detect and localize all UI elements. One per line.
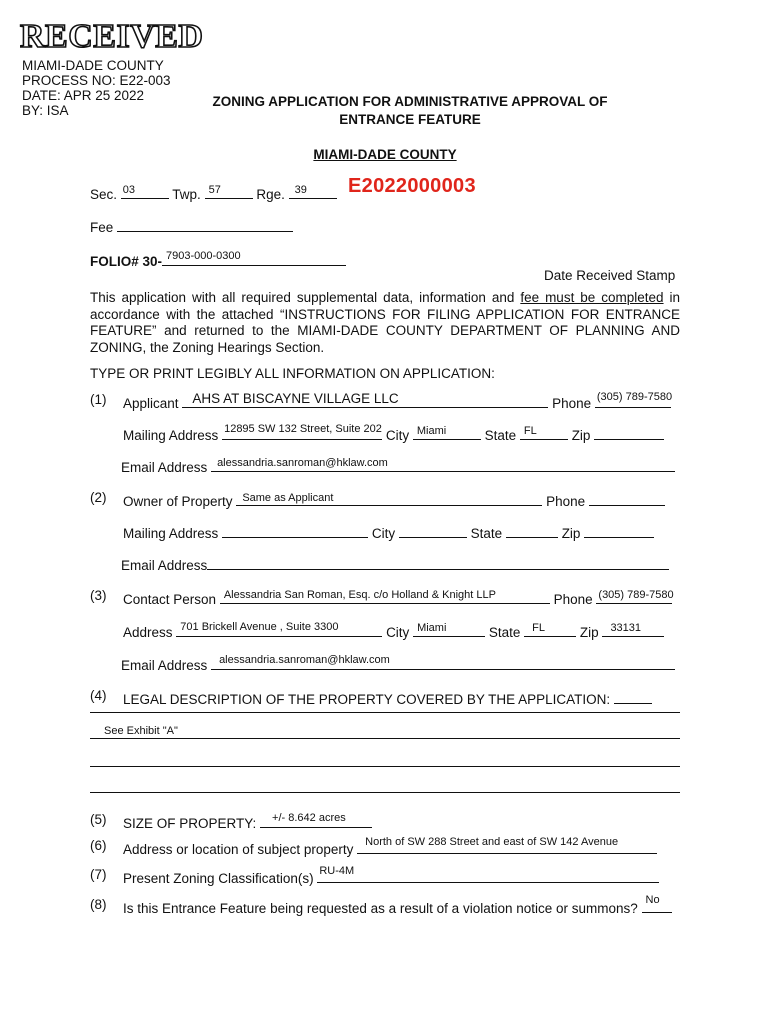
received-stamp: RECEIVED <box>20 18 204 55</box>
applicant-email-value: alessandria.sanroman@hklaw.com <box>217 457 388 469</box>
contact-state-value: FL <box>532 622 545 634</box>
owner-mailing-row <box>123 522 654 541</box>
item-number-6: (6) <box>90 838 107 853</box>
contact-address-field[interactable] <box>176 621 382 637</box>
contact-zip-label: Zip <box>579 625 599 640</box>
owner-name-value: Same as Applicant <box>242 492 334 504</box>
contact-address-label: Address <box>123 625 173 640</box>
stamp-line-by: BY: ISA <box>22 103 69 118</box>
contact-state-label: State <box>488 625 521 640</box>
stamp-line-process: PROCESS NO: E22-003 <box>22 73 171 88</box>
folio-field[interactable] <box>162 250 346 266</box>
contact-row <box>123 588 672 607</box>
contact-phone-value: (305) 789-7580 <box>598 589 674 601</box>
size-of-property-label: SIZE OF PROPERTY: <box>123 816 257 831</box>
applicant-row <box>123 392 671 411</box>
stamp-line-date: DATE: APR 25 2022 <box>22 88 145 103</box>
owner-phone-label: Phone <box>546 494 586 509</box>
applicant-mailing-value: 12895 SW 132 Street, Suite 202 <box>224 423 382 435</box>
contact-name-field[interactable] <box>220 588 550 604</box>
form-title-line2: ENTRANCE FEATURE <box>339 112 481 127</box>
twp-field[interactable] <box>205 183 253 199</box>
item-number-7: (7) <box>90 867 107 882</box>
contact-city-field[interactable] <box>413 621 485 637</box>
fee-requirement-underlined: fee must be completed <box>520 290 664 305</box>
folio-row <box>90 250 346 269</box>
legal-description-line-1[interactable] <box>90 712 680 713</box>
zoning-value: RU-4M <box>319 865 355 877</box>
twp-label: Twp. <box>172 187 201 202</box>
section-township-range <box>90 183 337 202</box>
size-of-property-field[interactable] <box>260 812 372 828</box>
violation-field[interactable] <box>642 894 672 913</box>
size-of-property-row <box>123 812 372 831</box>
owner-email-row <box>121 554 669 573</box>
sec-value: 03 <box>122 184 136 196</box>
contact-label: Contact Person <box>123 592 217 607</box>
applicant-mailing-row <box>123 424 664 443</box>
contact-phone-label: Phone <box>553 592 593 607</box>
applicant-zip-field[interactable] <box>594 424 664 440</box>
folio-value: 7903-000-0300 <box>166 250 241 262</box>
applicant-label: Applicant <box>123 396 179 411</box>
twp-value: 57 <box>208 184 221 196</box>
legal-description-line-3[interactable] <box>90 766 680 767</box>
violation-row <box>123 894 672 916</box>
contact-city-label: City <box>386 625 410 640</box>
contact-phone-field[interactable] <box>596 588 672 604</box>
legal-description-line-2[interactable] <box>90 725 680 739</box>
contact-email-row <box>121 654 675 673</box>
owner-name-field[interactable] <box>236 490 542 506</box>
applicant-state-field[interactable] <box>520 424 568 440</box>
contact-state-field[interactable] <box>524 621 576 637</box>
location-row <box>123 838 657 857</box>
form-title-line1: ZONING APPLICATION FOR ADMINISTRATIVE APPROVAL OF <box>212 94 608 109</box>
zoning-field[interactable] <box>317 867 659 883</box>
owner-zip-field[interactable] <box>584 522 654 538</box>
fee-label: Fee <box>90 220 114 235</box>
sec-label: Sec. <box>90 187 118 202</box>
stamp-line-county: MIAMI-DADE COUNTY <box>22 58 164 73</box>
violation-label: Is this Entrance Feature being requested as a result of a violation notice or summons? <box>123 901 638 916</box>
rge-field[interactable] <box>289 183 337 199</box>
size-of-property-value: +/- 8.642 acres <box>272 812 346 824</box>
type-or-print-instruction: TYPE OR PRINT LEGIBLY ALL INFORMATION ON APPLICATION: <box>90 366 495 381</box>
contact-zip-value: 33131 <box>610 622 642 634</box>
owner-email-field[interactable] <box>207 554 669 570</box>
sec-field[interactable] <box>121 183 169 199</box>
applicant-state-value: FL <box>523 425 537 437</box>
owner-city-field[interactable] <box>399 522 467 538</box>
fee-field[interactable] <box>117 216 293 232</box>
legal-description-value: See Exhibit "A" <box>104 725 178 737</box>
stamp-details <box>22 58 171 118</box>
item-number-4: (4) <box>90 688 107 703</box>
rge-value: 39 <box>294 184 307 196</box>
contact-name-value: Alessandria San Roman, Esq. c/o Holland & Knight LLP <box>223 589 496 601</box>
contact-email-label: Email Address <box>121 658 208 673</box>
date-received-stamp-label: Date Received Stamp <box>544 268 676 283</box>
applicant-mailing-label: Mailing Address <box>123 428 219 443</box>
owner-email-label: Email Address <box>121 558 208 573</box>
contact-email-field[interactable] <box>211 654 675 670</box>
owner-state-label: State <box>470 526 503 541</box>
applicant-city-field[interactable] <box>413 424 481 440</box>
folio-label: FOLIO# 30- <box>90 254 163 269</box>
contact-address-value: 701 Brickell Avenue , Suite 3300 <box>180 621 339 633</box>
item-number-3: (3) <box>90 588 107 603</box>
fee-row <box>90 216 293 235</box>
owner-label: Owner of Property <box>123 494 233 509</box>
applicant-mailing-field[interactable] <box>222 424 382 440</box>
owner-city-label: City <box>371 526 396 541</box>
applicant-email-label: Email Address <box>121 460 208 475</box>
item-number-2: (2) <box>90 490 107 505</box>
owner-state-field[interactable] <box>506 522 558 538</box>
applicant-phone-value: (305) 789-7580 <box>596 391 673 403</box>
applicant-phone-label: Phone <box>552 396 592 411</box>
applicant-email-row <box>121 456 675 475</box>
form-title <box>170 93 650 129</box>
owner-row <box>123 490 665 509</box>
instructions-paragraph: This application with all required supplemental data, information and fee must be completed in accordance with the attached “INSTRUCTIONS FOR FILING APPLICATION FOR ENTRANCE FEATURE” and returned to the MIAMI-DADE COUNTY DEPARTMENT OF PLANNING AND ZONING, the Zoning Hearings Section. <box>90 290 681 355</box>
item-number-8: (8) <box>90 897 107 912</box>
location-field[interactable] <box>357 838 657 854</box>
legal-description-line-4[interactable] <box>90 792 680 793</box>
applicant-name-value: AHS AT BISCAYNE VILLAGE LLC <box>192 391 399 406</box>
applicant-name-field[interactable] <box>182 392 548 408</box>
county-heading: MIAMI-DADE COUNTY <box>313 147 457 162</box>
applicant-phone-field[interactable] <box>595 392 671 408</box>
location-value: North of SW 288 Street and east of SW 142 Avenue <box>365 836 619 848</box>
legal-description-short-field[interactable] <box>614 688 652 704</box>
violation-value: No <box>645 894 660 906</box>
rge-label: Rge. <box>256 187 285 202</box>
owner-mailing-label: Mailing Address <box>123 526 219 541</box>
owner-zip-label: Zip <box>561 526 581 541</box>
applicant-city-value: Miami <box>416 425 447 437</box>
item-number-1: (1) <box>90 392 107 407</box>
location-label: Address or location of subject property <box>123 842 354 857</box>
case-number: E2022000003 <box>348 175 476 197</box>
contact-email-value: alessandria.sanroman@hklaw.com <box>219 654 390 666</box>
applicant-state-label: State <box>484 428 517 443</box>
contact-zip-field[interactable] <box>602 621 664 637</box>
applicant-zip-label: Zip <box>571 428 591 443</box>
owner-phone-field[interactable] <box>589 490 665 506</box>
zoning-label: Present Zoning Classification(s) <box>123 871 314 886</box>
item-number-5: (5) <box>90 812 107 827</box>
legal-description-question: LEGAL DESCRIPTION OF THE PROPERTY COVERED BY THE APPLICATION: <box>123 688 652 707</box>
applicant-city-label: City <box>385 428 410 443</box>
applicant-email-field[interactable] <box>211 456 675 472</box>
contact-address-row <box>123 621 664 640</box>
contact-city-value: Miami <box>417 622 447 634</box>
zoning-row <box>123 867 659 886</box>
owner-mailing-field[interactable] <box>222 522 368 538</box>
